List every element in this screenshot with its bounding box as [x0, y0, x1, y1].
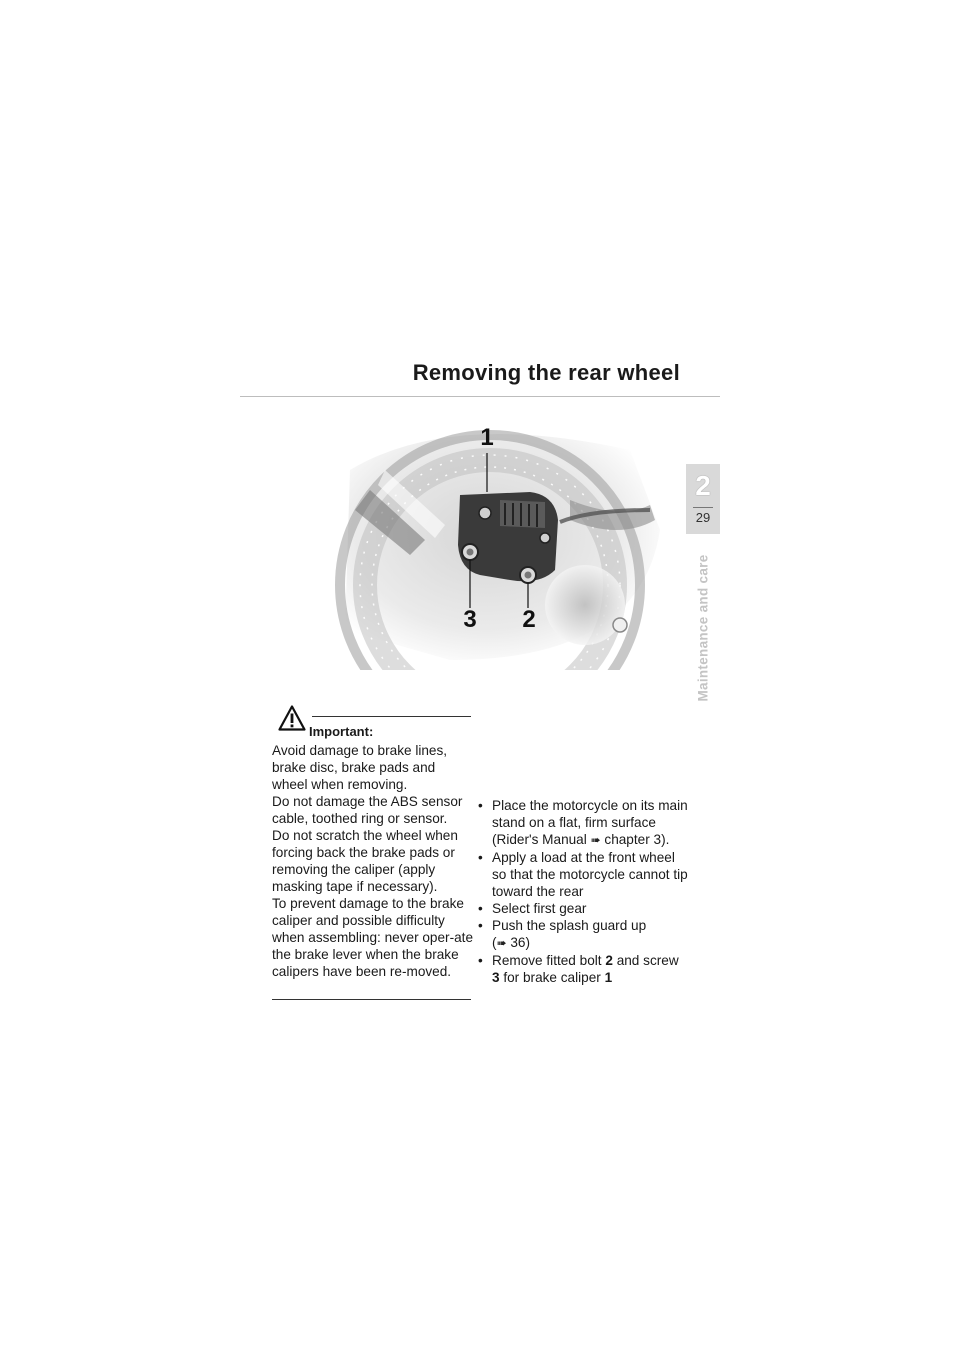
step-text: and screw	[616, 953, 679, 968]
callout-3: 3	[463, 606, 477, 633]
bullet: •	[478, 798, 483, 813]
step-item	[478, 849, 688, 900]
important-label: Important:	[309, 724, 374, 739]
step-text: Place the motorcycle on its main stand on a flat, firm surface	[492, 798, 688, 830]
step-text: Select first gear	[492, 901, 587, 916]
chapter-number: 2	[695, 470, 711, 501]
important-paragraph: Do not scratch the wheel when forcing back the brake pads or removing the caliper (apply masking tape if necessary).	[272, 828, 458, 894]
caliper-ref: 1	[604, 970, 613, 985]
section-label: Maintenance and care	[695, 554, 711, 702]
step-text: for brake caliper	[503, 970, 601, 985]
callout-2: 2	[522, 606, 536, 633]
page-title: Removing the rear wheel	[412, 360, 680, 385]
step-text: (Rider's Manual	[492, 832, 587, 847]
step-text: chapter 3).	[604, 832, 670, 847]
bullet: •	[478, 918, 483, 933]
step-text: Remove fitted bolt	[492, 953, 602, 968]
step-item	[478, 900, 688, 917]
important-paragraph: To prevent damage to the brake caliper and possible difficulty when assembling: never oper-ate the brake lever when the brake calipers have been re-moved.	[272, 896, 473, 979]
bullet: •	[478, 953, 483, 968]
callout-1: 1	[480, 424, 494, 451]
step-item	[478, 797, 688, 849]
step-text: 36)	[510, 935, 531, 950]
chapter-tab-rule	[693, 507, 713, 508]
step-text: Push the splash guard up	[492, 918, 647, 933]
chapter-tab	[686, 464, 720, 534]
important-text	[272, 742, 474, 980]
important-paragraph: Do not damage the ABS sensor cable, toothed ring or sensor.	[272, 794, 463, 826]
important-bottom-rule	[272, 999, 471, 1000]
title-rule	[240, 396, 720, 397]
step-item	[478, 952, 688, 986]
reference-arrow-icon: ➠	[496, 936, 507, 950]
important-top-rule	[312, 716, 471, 717]
bolt-ref: 2	[605, 953, 613, 968]
brake-caliper-figure	[330, 410, 670, 670]
reference-arrow-icon: ➠	[590, 833, 601, 847]
important-paragraph: Avoid damage to brake lines, brake disc, brake pads and wheel when removing.	[272, 743, 448, 792]
bullet: •	[478, 901, 483, 916]
procedure-steps	[478, 797, 688, 986]
warning-triangle-icon	[278, 705, 306, 731]
step-text: Apply a load at the front wheel so that the motorcycle cannot tip toward the rear	[492, 850, 688, 899]
bullet: •	[478, 850, 483, 865]
step-item: • Push the splash guard up (➠ 36)	[478, 918, 647, 950]
page-number: 29	[695, 510, 711, 525]
screw-ref: 3	[492, 970, 500, 985]
